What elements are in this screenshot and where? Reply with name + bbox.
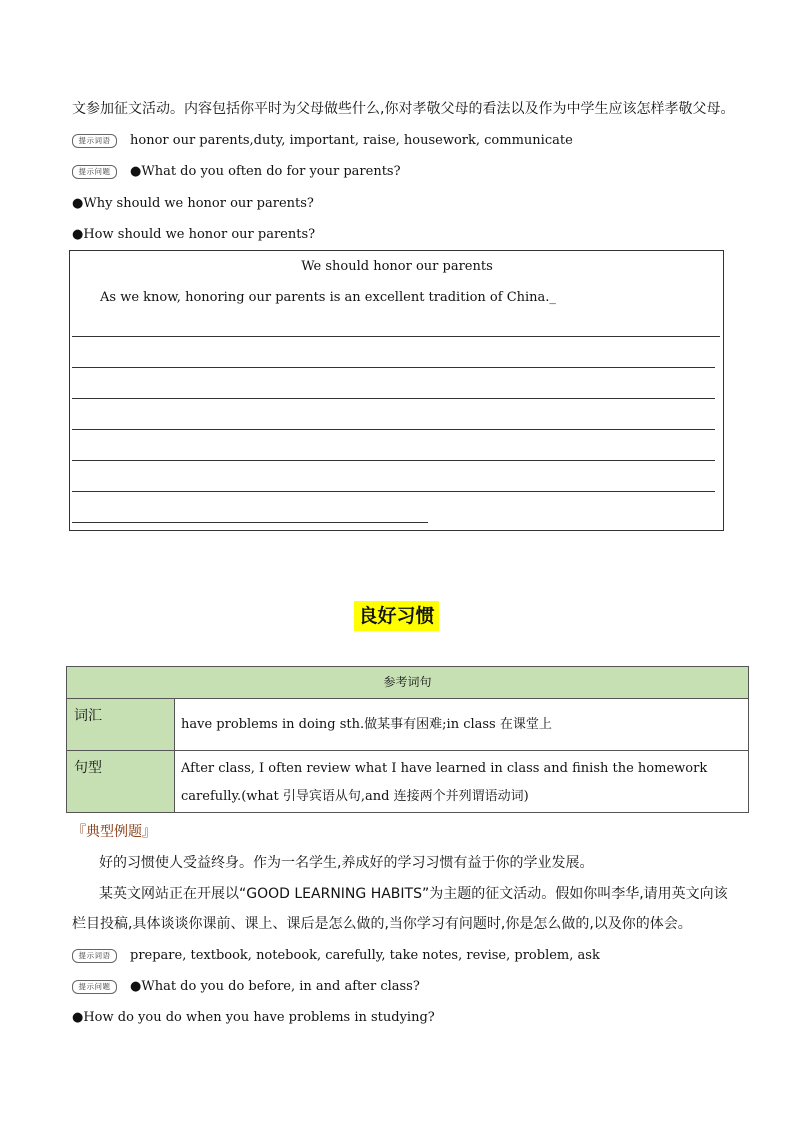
question-2: ●Why should we honor our parents? — [72, 196, 314, 211]
essay-opening: As we know, honoring our parents is an excellent tradition of China._ — [100, 290, 556, 305]
essay-title: We should honor our parents — [301, 259, 493, 274]
keywords-tag-2: 提示词语 — [72, 949, 117, 963]
keywords-text-2: prepare, textbook, notebook, carefully, take notes, revise, problem, ask — [130, 948, 600, 963]
keywords-tag: 提示词语 — [72, 134, 117, 148]
paragraph-2-line-1: 某英文网站正在开展以“GOOD LEARNING HABITS”为主题的征文活动。假如你叫李华,请用英文向该 — [99, 886, 728, 902]
questions-tag-2: 提示问题 — [72, 980, 117, 994]
row-label-vocab: 词汇 — [67, 699, 175, 751]
writing-line — [72, 429, 715, 430]
writing-line — [72, 522, 428, 523]
section-title: 良好习惯 — [354, 601, 439, 631]
paragraph-1: 好的习惯使人受益终身。作为一名学生,养成好的学习习惯有益于你的学业发展。 — [99, 855, 594, 871]
writing-line — [72, 460, 715, 461]
prompt-text-tail: 文参加征文活动。内容包括你平时为父母做些什么,你对孝敬父母的看法以及作为中学生应该怎样孝敬父母。 — [72, 101, 735, 117]
writing-line — [72, 491, 715, 492]
row-content-sentence: After class, I often review what I have learned in class and finish the homework carefully.(what 引导宾语从句,and 连接两个并列谓语动词) — [175, 751, 749, 813]
table-header: 参考词句 — [67, 667, 749, 699]
row-content-vocab: have problems in doing sth.做某事有困难;in class 在课堂上 — [175, 699, 749, 751]
row-label-sentence: 句型 — [67, 751, 175, 813]
question-2-2: ●How do you do when you have problems in studying? — [72, 1010, 435, 1025]
question-3: ●How should we honor our parents? — [72, 227, 316, 242]
question-2-1: ●What do you do before, in and after class? — [130, 979, 420, 994]
writing-line — [72, 336, 720, 337]
example-heading: 『典型例题』 — [72, 824, 156, 840]
paragraph-2-line-2: 栏目投稿,具体谈谈你课前、课上、课后是怎么做的,当你学习有问题时,你是怎么做的,以及你的体会。 — [72, 916, 692, 932]
writing-line — [72, 367, 715, 368]
questions-tag: 提示问题 — [72, 165, 117, 179]
reference-table — [66, 666, 749, 813]
question-1: ●What do you often do for your parents? — [130, 164, 401, 179]
keywords-text: honor our parents,duty, important, raise, housework, communicate — [130, 133, 573, 148]
writing-line — [72, 398, 715, 399]
